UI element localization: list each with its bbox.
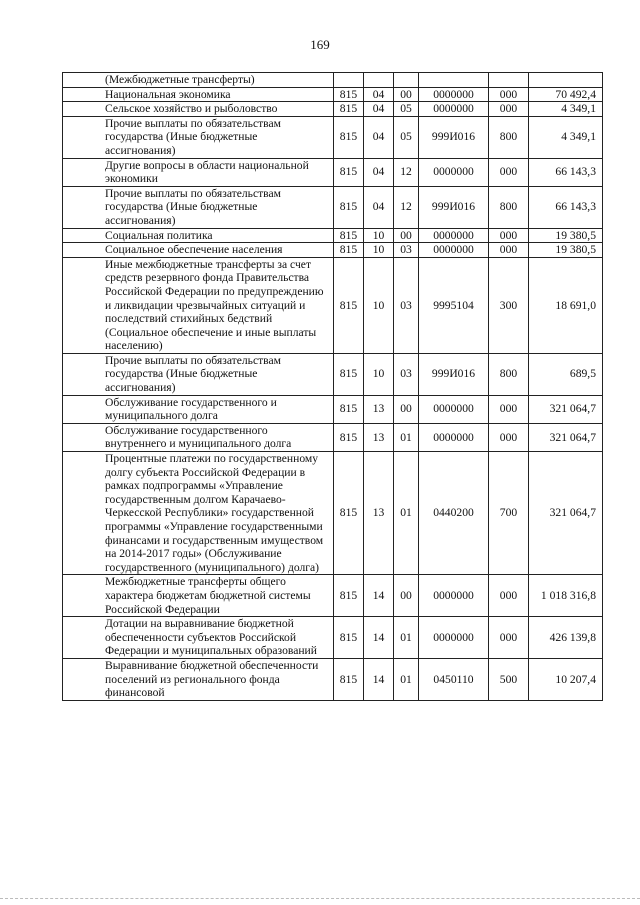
row-target-article-code: 0000000 (419, 243, 489, 258)
row-ved-code: 815 (334, 658, 364, 700)
table-body (63, 73, 603, 701)
row-subsection-code: 05 (394, 102, 419, 117)
row-target-article-code: 0440200 (419, 452, 489, 575)
row-section-code: 10 (364, 353, 394, 395)
row-subsection-code: 01 (394, 658, 419, 700)
row-subsection-code: 01 (394, 423, 419, 451)
row-amount: 66 143,3 (529, 158, 603, 186)
table-row (63, 423, 603, 451)
row-target-article-code (419, 73, 489, 88)
row-amount: 321 064,7 (529, 452, 603, 575)
table-row (63, 158, 603, 186)
row-expense-type-code: 000 (489, 158, 529, 186)
row-subsection-code (394, 73, 419, 88)
row-expense-type-code: 700 (489, 452, 529, 575)
row-expense-type-code: 800 (489, 116, 529, 158)
row-ved-code: 815 (334, 617, 364, 659)
row-subsection-code: 01 (394, 452, 419, 575)
row-expense-type-code: 300 (489, 257, 529, 353)
row-target-article-code: 0450110 (419, 658, 489, 700)
row-target-article-code: 0000000 (419, 158, 489, 186)
row-amount: 689,5 (529, 353, 603, 395)
row-target-article-code: 0000000 (419, 228, 489, 243)
table-row (63, 116, 603, 158)
table-row (63, 73, 603, 88)
row-section-code: 13 (364, 395, 394, 423)
row-amount (529, 73, 603, 88)
row-expense-type-code: 000 (489, 575, 529, 617)
row-target-article-code: 0000000 (419, 617, 489, 659)
table-row (63, 575, 603, 617)
row-expense-type-code: 800 (489, 353, 529, 395)
row-expense-type-code: 000 (489, 395, 529, 423)
row-amount: 4 349,1 (529, 116, 603, 158)
row-amount: 321 064,7 (529, 395, 603, 423)
row-name: (Межбюджетные трансферты) (63, 73, 334, 88)
row-target-article-code: 0000000 (419, 102, 489, 117)
row-expense-type-code: 000 (489, 423, 529, 451)
row-ved-code: 815 (334, 257, 364, 353)
row-section-code: 14 (364, 617, 394, 659)
table-row (63, 228, 603, 243)
row-amount: 1 018 316,8 (529, 575, 603, 617)
row-section-code: 14 (364, 575, 394, 617)
row-section-code: 10 (364, 228, 394, 243)
row-name: Прочие выплаты по обязательствам государства (Иные бюджетные ассигнования) (63, 353, 334, 395)
row-subsection-code: 00 (394, 228, 419, 243)
row-amount: 19 380,5 (529, 243, 603, 258)
row-section-code: 04 (364, 186, 394, 228)
row-target-article-code: 0000000 (419, 87, 489, 102)
row-section-code: 10 (364, 243, 394, 258)
row-subsection-code: 01 (394, 617, 419, 659)
row-expense-type-code: 500 (489, 658, 529, 700)
row-subsection-code: 12 (394, 158, 419, 186)
row-target-article-code: 0000000 (419, 395, 489, 423)
row-target-article-code: 0000000 (419, 423, 489, 451)
row-section-code: 04 (364, 87, 394, 102)
row-name: Национальная экономика (63, 87, 334, 102)
table-row (63, 452, 603, 575)
row-subsection-code: 00 (394, 575, 419, 617)
row-name: Дотации на выравнивание бюджетной обеспеченности субъектов Российской Федерации и муниципальных образований (63, 617, 334, 659)
row-ved-code (334, 73, 364, 88)
row-name: Межбюджетные трансферты общего характера бюджетам бюджетной системы Российской Федерации (63, 575, 334, 617)
table-row (63, 243, 603, 258)
row-amount: 19 380,5 (529, 228, 603, 243)
table-row (63, 102, 603, 117)
row-expense-type-code (489, 73, 529, 88)
row-name: Прочие выплаты по обязательствам государства (Иные бюджетные ассигнования) (63, 116, 334, 158)
table-row (63, 257, 603, 353)
row-subsection-code: 05 (394, 116, 419, 158)
row-ved-code: 815 (334, 243, 364, 258)
row-name: Прочие выплаты по обязательствам государства (Иные бюджетные ассигнования) (63, 186, 334, 228)
row-subsection-code: 12 (394, 186, 419, 228)
row-target-article-code: 999И016 (419, 186, 489, 228)
row-ved-code: 815 (334, 395, 364, 423)
row-expense-type-code: 000 (489, 617, 529, 659)
row-expense-type-code: 000 (489, 87, 529, 102)
table-row (63, 658, 603, 700)
row-section-code: 13 (364, 452, 394, 575)
page-number: 169 (310, 37, 330, 52)
row-name: Социальная политика (63, 228, 334, 243)
row-name: Сельское хозяйство и рыболовство (63, 102, 334, 117)
row-target-article-code: 0000000 (419, 575, 489, 617)
row-section-code: 04 (364, 116, 394, 158)
row-name: Процентные платежи по государственному долгу субъекта Российской Федерации в рамках подпрограммы «Управление государственным долгом Карачаево-Черкесской Республики» государственной программы «Управление государственными финансами и государственным имуществом на 2014-2017 годы» (Обслуживание государственного (муниципального) долга) (63, 452, 334, 575)
row-section-code: 14 (364, 658, 394, 700)
row-subsection-code: 03 (394, 353, 419, 395)
row-ved-code: 815 (334, 452, 364, 575)
row-ved-code: 815 (334, 575, 364, 617)
row-ved-code: 815 (334, 186, 364, 228)
row-name: Выравнивание бюджетной обеспеченности поселений из регионального фонда финансовой (63, 658, 334, 700)
row-section-code: 04 (364, 158, 394, 186)
row-ved-code: 815 (334, 87, 364, 102)
row-amount: 10 207,4 (529, 658, 603, 700)
row-ved-code: 815 (334, 228, 364, 243)
row-subsection-code: 00 (394, 87, 419, 102)
row-ved-code: 815 (334, 423, 364, 451)
table-row (63, 186, 603, 228)
row-expense-type-code: 000 (489, 243, 529, 258)
row-amount: 4 349,1 (529, 102, 603, 117)
scan-edge-line (0, 898, 640, 899)
table-row (63, 617, 603, 659)
table-row (63, 87, 603, 102)
row-expense-type-code: 000 (489, 228, 529, 243)
row-section-code: 04 (364, 102, 394, 117)
row-amount: 66 143,3 (529, 186, 603, 228)
row-subsection-code: 03 (394, 257, 419, 353)
row-name: Обслуживание государственного внутреннего и муниципального долга (63, 423, 334, 451)
table-row (63, 395, 603, 423)
row-target-article-code: 999И016 (419, 116, 489, 158)
row-name: Другие вопросы в области национальной экономики (63, 158, 334, 186)
row-expense-type-code: 000 (489, 102, 529, 117)
row-ved-code: 815 (334, 116, 364, 158)
row-expense-type-code: 800 (489, 186, 529, 228)
row-amount: 18 691,0 (529, 257, 603, 353)
row-amount: 321 064,7 (529, 423, 603, 451)
row-subsection-code: 03 (394, 243, 419, 258)
row-section-code: 10 (364, 257, 394, 353)
row-section-code (364, 73, 394, 88)
row-amount: 426 139,8 (529, 617, 603, 659)
row-amount: 70 492,4 (529, 87, 603, 102)
row-name: Иные межбюджетные трансферты за счет средств резервного фонда Правительства Российской Федерации по предупреждению и ликвидации чрезвычайных ситуаций и последствий стихийных бедствий (Социальное обеспечение и иные выплаты населению) (63, 257, 334, 353)
row-name: Обслуживание государственного и муниципального долга (63, 395, 334, 423)
row-target-article-code: 999И016 (419, 353, 489, 395)
table-row (63, 353, 603, 395)
row-ved-code: 815 (334, 353, 364, 395)
row-ved-code: 815 (334, 158, 364, 186)
row-ved-code: 815 (334, 102, 364, 117)
row-name: Социальное обеспечение населения (63, 243, 334, 258)
row-target-article-code: 9995104 (419, 257, 489, 353)
row-subsection-code: 00 (394, 395, 419, 423)
row-section-code: 13 (364, 423, 394, 451)
budget-table (62, 72, 603, 701)
